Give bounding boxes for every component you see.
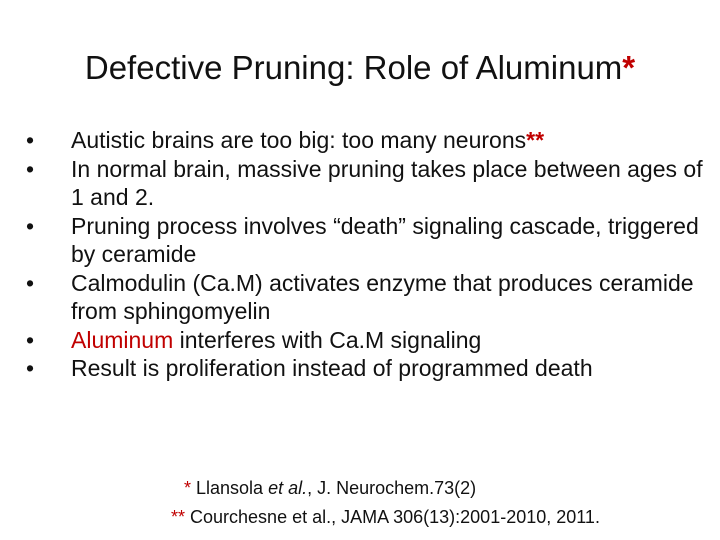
bullet-text: Calmodulin (Ca.M) activates enzyme that produces ceramide from sphingomyelin bbox=[71, 269, 694, 324]
reference-1 bbox=[150, 474, 710, 503]
bullet-item bbox=[26, 269, 706, 326]
reference-author: Llansola bbox=[191, 478, 269, 498]
reference-marker: ** bbox=[171, 507, 186, 527]
reference-marker: * bbox=[184, 478, 192, 498]
slide-title bbox=[0, 44, 720, 92]
reference-2 bbox=[150, 503, 710, 532]
bullet-item bbox=[26, 212, 706, 269]
bullet-text: Autistic brains are too big: too many neurons bbox=[71, 127, 527, 153]
bullet-icon: • bbox=[26, 355, 35, 381]
bullet-text: Result is proliferation instead of programmed death bbox=[71, 355, 593, 381]
bullet-item bbox=[26, 326, 706, 355]
bullet-icon: • bbox=[26, 326, 35, 353]
bullet-item bbox=[26, 126, 706, 155]
reference-source: , J. Neurochem.73(2) bbox=[307, 478, 477, 498]
bullet-icon: • bbox=[26, 212, 35, 239]
bullet-footnote-marker: ** bbox=[526, 127, 545, 153]
bullet-icon: • bbox=[26, 269, 35, 296]
bullet-text: In normal brain, massive pruning takes place between ages of 1 and 2. bbox=[71, 155, 703, 210]
bullet-text: Pruning process involves “death” signaling cascade, triggered by ceramide bbox=[71, 212, 699, 267]
bullet-text: interferes with Ca.M signaling bbox=[173, 326, 482, 353]
references bbox=[150, 474, 710, 532]
title-footnote-marker: * bbox=[622, 49, 636, 86]
reference-etal: et al. bbox=[268, 478, 308, 498]
bullet-item bbox=[26, 354, 706, 383]
bullet-highlight: Aluminum bbox=[71, 326, 174, 353]
slide-title-text: Defective Pruning: Role of Aluminum bbox=[84, 49, 623, 86]
bullet-icon: • bbox=[26, 155, 35, 182]
reference-text: Courchesne et al., JAMA 306(13):2001-2010, 2011. bbox=[185, 507, 600, 527]
bullet-item bbox=[26, 155, 706, 212]
bullet-list bbox=[26, 126, 706, 383]
bullet-icon: • bbox=[26, 127, 35, 153]
